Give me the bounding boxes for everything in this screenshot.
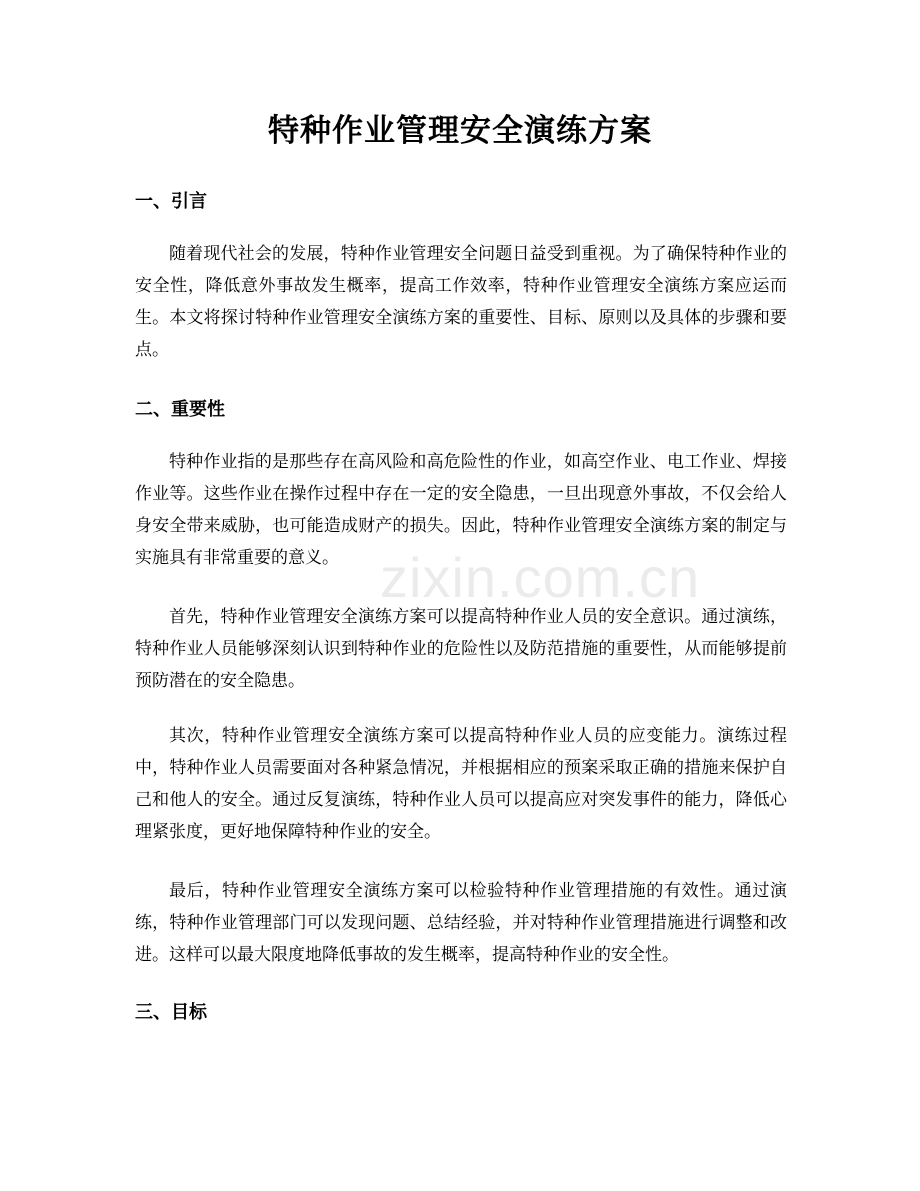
- paragraph-importance-1: 特种作业指的是那些存在高风险和高危险性的作业，如高空作业、电工作业、焊接作业等。这些作业在操作过程中存在一定的安全隐患，一旦出现意外事故，不仅会给人身安全带来威胁，也可能造成财产的损失。因此，特种作业管理安全演练方案的制定与实施具有非常重要的意义。: [135, 452, 787, 568]
- paragraph-importance-2: 首先，特种作业管理安全演练方案可以提高特种作业人员的安全意识。通过演练，特种作业人员能够深刻认识到特种作业的危险性以及防范措施的重要性，从而能够提前预防潜在的安全隐患。: [135, 607, 787, 691]
- document-title: 特种作业管理安全演练方案: [268, 113, 652, 149]
- section-heading-importance: 二、重要性: [135, 399, 225, 420]
- watermark: zixin.com.cn: [380, 546, 701, 609]
- paragraph-importance-3: 其次，特种作业管理安全演练方案可以提高特种作业人员的应变能力。演练过程中，特种作业人员需要面对各种紧急情况，并根据相应的预案采取正确的措施来保护自己和他人的安全。通过反复演练，特种作业人员可以提高应对突发事件的能力，降低心理紧张度，更好地保障特种作业的安全。: [135, 726, 787, 842]
- paragraph-importance-4: 最后，特种作业管理安全演练方案可以检验特种作业管理措施的有效性。通过演练，特种作业管理部门可以发现问题、总结经验，并对特种作业管理措施进行调整和改进。这样可以最大限度地降低事故的发生概率，提高特种作业的安全性。: [135, 881, 787, 965]
- section-heading-introduction: 一、引言: [135, 191, 207, 212]
- section-heading-goals: 三、目标: [135, 1002, 207, 1023]
- paragraph-introduction: 随着现代社会的发展，特种作业管理安全问题日益受到重视。为了确保特种作业的安全性，降低意外事故发生概率，提高工作效率，特种作业管理安全演练方案应运而生。本文将探讨特种作业管理安全演练方案的重要性、目标、原则以及具体的步骤和要点。: [135, 244, 787, 360]
